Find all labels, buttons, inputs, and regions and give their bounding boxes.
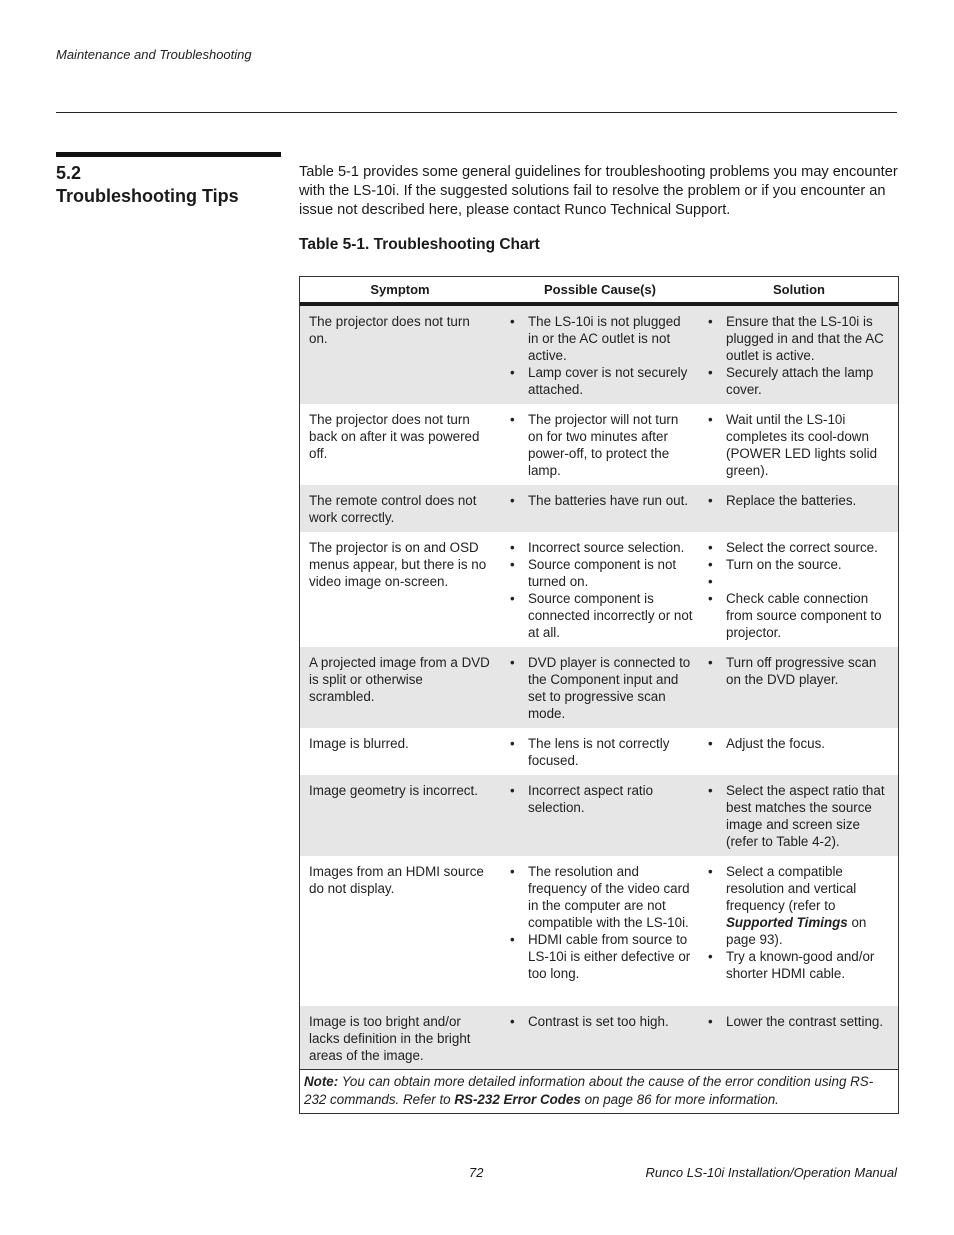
solution-cell [700,532,898,647]
solution-item: • Turn off progressive scan on the DVD player. [706,654,892,688]
solution-item: • Select the aspect ratio that best matches the source image and screen size (refer to Table 4-2). [706,782,892,850]
cause-cell [500,532,700,647]
table-row [300,728,898,775]
cause-cell [500,728,700,775]
page-number: 72 [469,1165,484,1180]
cause-cell [500,404,700,485]
supported-timings-link[interactable]: Supported Timings [726,915,848,930]
symptom-cell: Image is too bright and/or lacks definition in the bright areas of the image. [309,1014,471,1063]
solution-item: • Try a known-good and/or shorter HDMI cable. [706,948,892,982]
solution-cell [700,1006,898,1069]
cause-item: • Lamp cover is not securely attached. [508,364,694,398]
cause-cell [500,856,700,1006]
symptom-cell: Images from an HDMI source do not display. [309,864,484,896]
symptom-cell: The projector does not turn on. [309,314,470,346]
table-row [300,775,898,856]
table-note [300,1069,898,1113]
solution-item: • Ensure that the LS-10i is plugged in and that the AC outlet is active. [706,313,892,364]
solution-item: • Select the correct source. [706,539,892,556]
cause-cell [500,647,700,728]
solution-item: • Wait until the LS-10i completes its cool-down (POWER LED lights solid green). [706,411,892,479]
solution-cell [700,728,898,775]
table-row [300,404,898,485]
symptom-cell: The remote control does not work correctly. [309,493,477,525]
running-head: Maintenance and Troubleshooting [56,47,252,62]
list-spacer [706,573,892,590]
solution-cell [700,485,898,532]
solution-cell [700,775,898,856]
cause-item: • The projector will not turn on for two minutes after power-off, to protect the lamp. [508,411,694,479]
rs232-error-codes-link[interactable]: RS-232 Error Codes [454,1092,581,1107]
cause-item: • HDMI cable from source to LS-10i is either defective or too long. [508,931,694,982]
table-row [300,485,898,532]
cause-item: • DVD player is connected to the Component input and set to progressive scan mode. [508,654,694,722]
table-row [300,306,898,404]
cause-item: • The LS-10i is not plugged in or the AC outlet is not active. [508,313,694,364]
cause-item: • The batteries have run out. [508,492,694,509]
cause-item: • Incorrect source selection. [508,539,694,556]
cause-item: • Source component is not turned on. [508,556,694,590]
header-symptom: Symptom [370,282,430,297]
table-caption: Table 5-1. Troubleshooting Chart [299,236,540,253]
symptom-cell: The projector is on and OSD menus appear, but there is no video image on-screen. [309,540,487,589]
table-row [300,647,898,728]
solution-item: • Replace the batteries. [706,492,892,509]
solution-cell [700,404,898,485]
section-number: 5.2 [56,163,82,183]
table-header-row [300,277,898,306]
solution-item: • Check cable connection from source component to projector. [706,590,892,641]
header-solution: Solution [773,282,825,297]
symptom-cell: A projected image from a DVD is split or otherwise scrambled. [309,655,490,704]
symptom-cell: Image geometry is incorrect. [309,783,478,798]
table-row [300,856,898,1006]
intro-paragraph: Table 5-1 provides some general guidelines for troubleshooting problems you may encounter with the LS-10i. If the suggested solutions fail to resolve the problem or if you encounter an issue not described here, please contact Runco Technical Support. [299,164,898,218]
table-row [300,532,898,647]
cause-cell [500,1006,700,1069]
header-cause: Possible Cause(s) [544,282,656,297]
symptom-cell: Image is blurred. [309,736,409,751]
solution-item: • Lower the contrast setting. [706,1013,892,1030]
cause-cell [500,775,700,856]
cause-item: • The resolution and frequency of the video card in the computer are not compatible with the LS-10i. [508,863,694,931]
section-title: Troubleshooting Tips [56,186,239,206]
solution-item [706,863,892,948]
troubleshooting-table [299,276,899,1114]
cause-cell [500,306,700,404]
solution-item: • Turn on the source. [706,556,892,573]
cause-cell [500,485,700,532]
cause-item: • Contrast is set too high. [508,1013,694,1030]
solution-text: Select a compatible resolution and vertical frequency (refer to [726,864,857,913]
table-row [300,1006,898,1069]
solution-cell [700,306,898,404]
cause-item: • Source component is connected incorrectly or not at all. [508,590,694,641]
section-bar [56,152,281,157]
note-text: on page 86 for more information. [580,1092,779,1107]
solution-cell [700,647,898,728]
solution-cell [700,856,898,1006]
solution-text: on page 93). [726,915,867,947]
manual-title: Runco LS-10i Installation/Operation Manual [645,1165,897,1180]
top-rule [56,112,897,113]
solution-item: • Adjust the focus. [706,735,892,752]
note-label: Note: [304,1074,339,1089]
cause-item: • Incorrect aspect ratio selection. [508,782,694,816]
symptom-cell: The projector does not turn back on after it was powered off. [309,412,480,461]
solution-item: • Securely attach the lamp cover. [706,364,892,398]
cause-item: • The lens is not correctly focused. [508,735,694,769]
note-text: You can obtain more detailed information about the cause of the error condition using RS-232 commands. Refer to [304,1074,874,1107]
